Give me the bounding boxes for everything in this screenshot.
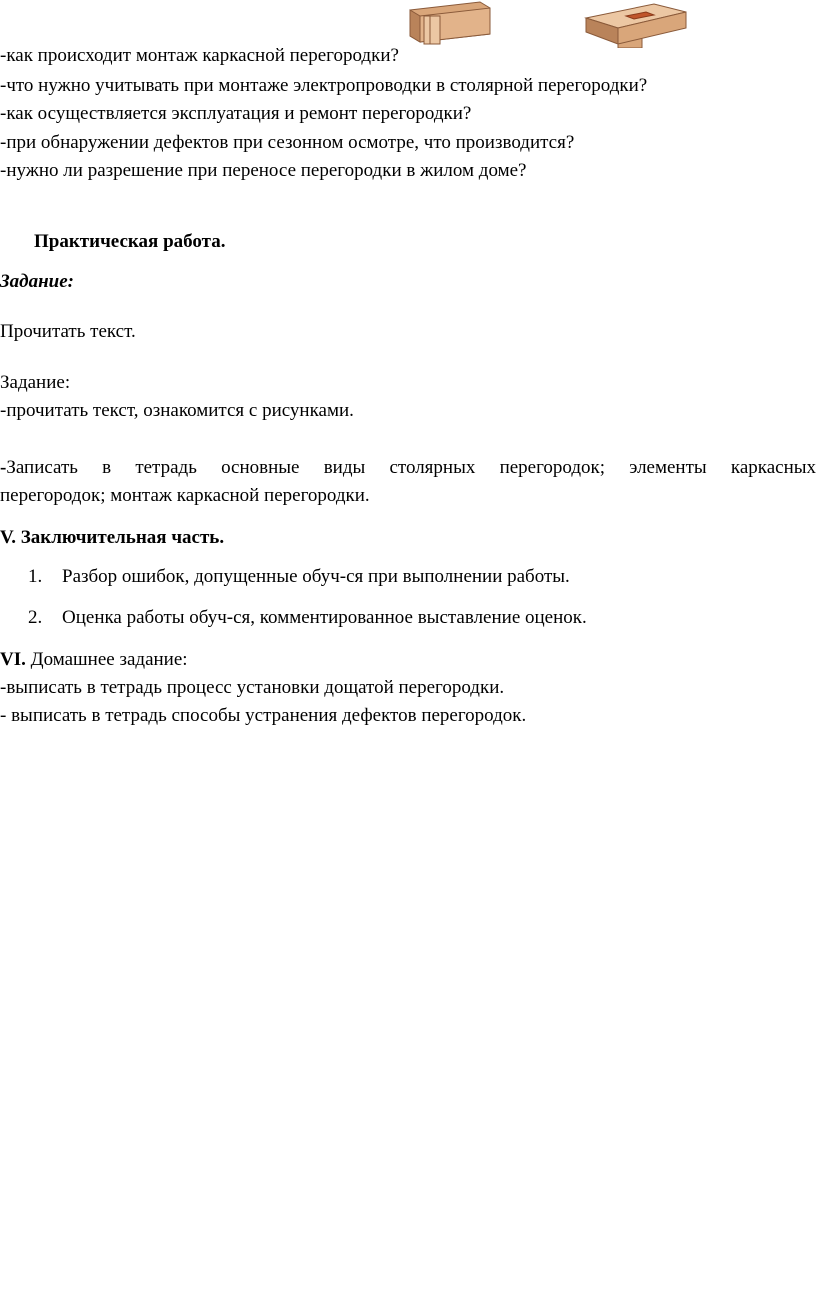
list-item: [28, 563, 570, 590]
write-instruction-text: Записать в тетрадь основные виды столярных перегородок; элементы каркасных: [6, 457, 816, 478]
task-heading: Задание:: [0, 271, 74, 292]
homework-heading: [0, 646, 188, 673]
write-instruction-line1: [0, 454, 816, 481]
task-label: Задание:: [0, 372, 71, 393]
homework-title: Домашнее задание:: [25, 649, 188, 670]
write-instruction-line2: перегородок; монтаж каркасной перегородки.: [0, 485, 370, 506]
list-item: [28, 604, 587, 631]
wooden-joint-illustration-left: [408, 0, 492, 46]
list-item-number: 1.: [28, 566, 43, 587]
question-line: -как осуществляется эксплуатация и ремонт перегородки?: [0, 103, 472, 124]
homework-section-number: VI.: [0, 649, 26, 670]
question-line: -при обнаружении дефектов при сезонном осмотре, что производится?: [0, 132, 575, 153]
practical-work-heading: Практическая работа.: [34, 231, 226, 252]
question-line: -что нужно учитывать при монтаже электропроводки в столярной перегородки?: [0, 75, 648, 96]
read-text-instruction: Прочитать текст.: [0, 321, 136, 342]
list-item-text: Разбор ошибок, допущенные обуч-ся при выполнении работы.: [62, 566, 570, 587]
final-part-heading: V. Заключительная часть.: [0, 527, 225, 548]
list-item-text: Оценка работы обуч-ся, комментированное выставление оценок.: [62, 607, 587, 628]
homework-line: -выписать в тетрадь процесс установки дощатой перегородки.: [0, 677, 505, 698]
question-line: -нужно ли разрешение при переносе перегородки в жилом доме?: [0, 160, 527, 181]
question-line: -как происходит монтаж каркасной перегородки?: [0, 45, 399, 66]
task-instruction: -прочитать текст, ознакомится с рисунками.: [0, 400, 354, 421]
wooden-beam-illustration-right: [584, 0, 688, 48]
homework-line: - выписать в тетрадь способы устранения дефектов перегородок.: [0, 705, 527, 726]
list-item-number: 2.: [28, 607, 43, 628]
write-dash: -: [0, 457, 7, 478]
